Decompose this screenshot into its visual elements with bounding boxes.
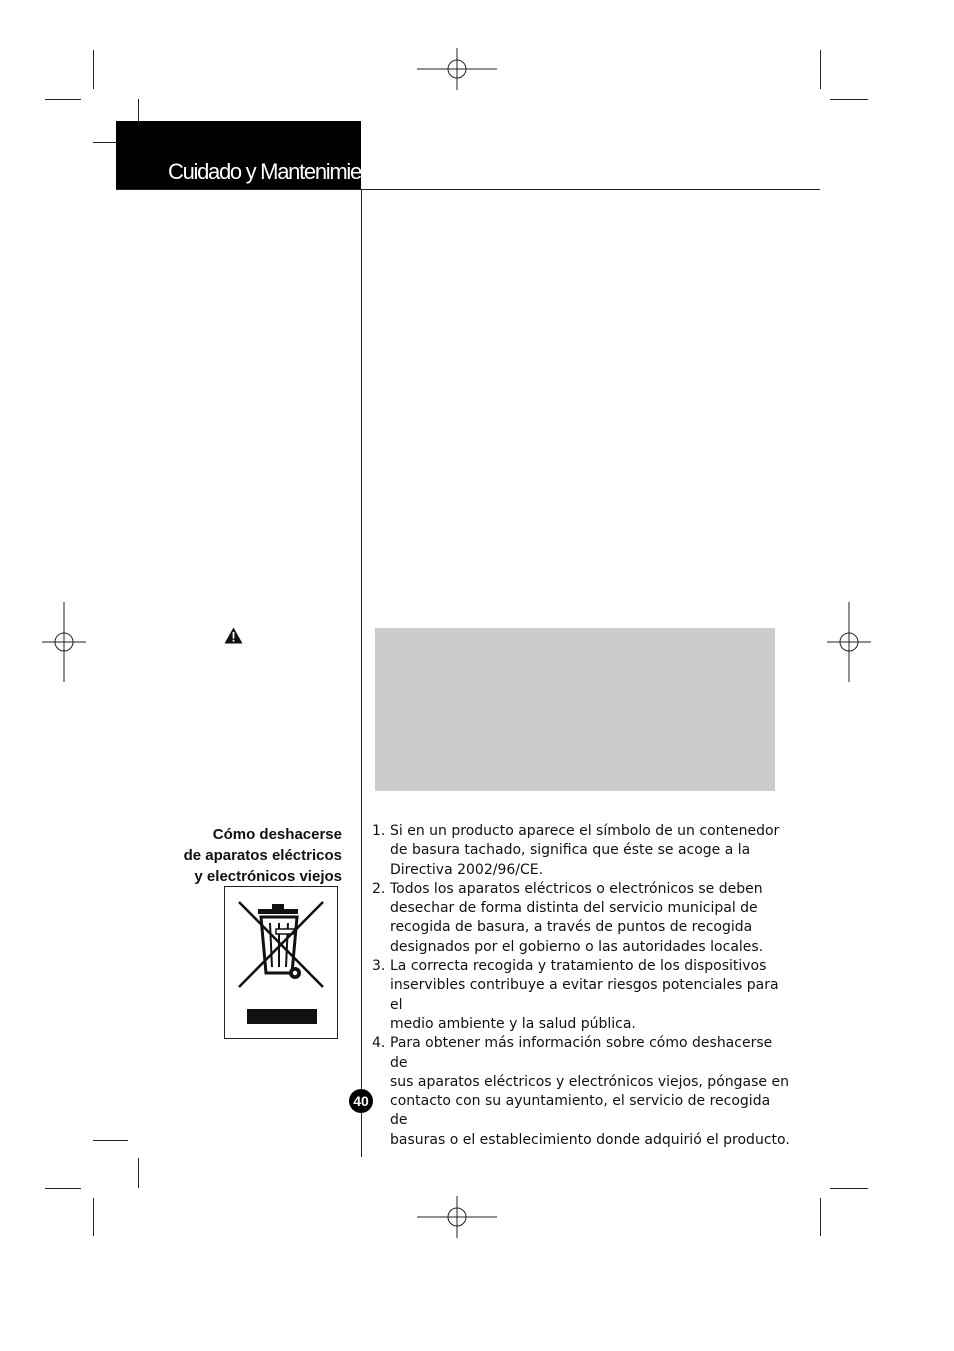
disposal-heading-line: y electrónicos viejos xyxy=(194,868,342,885)
crop-mark xyxy=(93,50,94,89)
column-divider xyxy=(361,189,362,1157)
shaded-note-box xyxy=(375,628,775,791)
list-item-line: sus aparatos eléctricos y electrónicos viejos, póngase en xyxy=(390,1073,789,1090)
list-item xyxy=(372,1034,792,1150)
crop-mark xyxy=(93,1140,128,1141)
crop-registration-mark-icon xyxy=(827,602,871,682)
crop-mark xyxy=(45,99,81,100)
warning-triangle-icon xyxy=(224,627,243,644)
page-number: 40 xyxy=(349,1089,373,1113)
crop-mark xyxy=(138,1158,139,1188)
crop-mark xyxy=(93,1198,94,1236)
list-item-number: 4. xyxy=(372,1035,386,1052)
list-item-line: Directiva 2002/96/CE. xyxy=(390,861,544,878)
crop-registration-mark-icon xyxy=(417,48,497,90)
list-item-line: La correcta recogida y tratamiento de los dispositivos xyxy=(390,958,767,975)
section-header xyxy=(116,121,388,189)
list-item-line: Si en un producto aparece el símbolo de un contenedor xyxy=(390,823,780,839)
list-item xyxy=(372,822,792,880)
header-rule xyxy=(116,189,820,190)
list-item-line: inservibles contribuye a evitar riesgos potenciales para el xyxy=(390,977,779,1013)
list-item-line: desechar de forma distinta del servicio municipal de xyxy=(390,900,758,917)
disposal-heading-line: de aparatos eléctricos xyxy=(183,847,342,864)
crop-mark xyxy=(820,50,821,89)
list-item-number: 1. xyxy=(372,823,386,839)
list-item xyxy=(372,880,792,957)
list-item-line: de basura tachado, significa que éste se acoge a la xyxy=(390,842,751,859)
crop-mark xyxy=(830,99,868,100)
list-item-line: Para obtener más información sobre cómo deshacerse de xyxy=(390,1035,773,1071)
disposal-heading xyxy=(150,824,342,887)
list-item-number: 2. xyxy=(372,880,386,897)
list-item xyxy=(372,957,792,1034)
list-item-line: contacto con su ayuntamiento, el servicio de recogida de xyxy=(390,1093,771,1129)
disposal-list xyxy=(372,822,792,1150)
list-item-line: Todos los aparatos eléctricos o electrónicos se deben xyxy=(390,880,763,897)
list-item-line: designados por el gobierno o las autoridades locales. xyxy=(390,938,764,955)
crossed-out-wheelie-bin-icon xyxy=(225,887,337,1038)
crop-mark xyxy=(820,1198,821,1236)
crop-mark xyxy=(45,1188,81,1189)
list-item-line: recogida de basura, a través de puntos de recogida xyxy=(390,919,753,936)
list-item-number: 3. xyxy=(372,958,386,975)
list-item-line: basuras o el establecimiento donde adquirió el producto. xyxy=(390,1131,790,1148)
disposal-heading-line: Cómo deshacerse xyxy=(212,826,342,843)
weee-symbol-frame xyxy=(224,886,338,1039)
page-title: Cuidado y Mantenimiento xyxy=(168,159,388,184)
crop-registration-mark-icon xyxy=(417,1196,497,1238)
crop-mark xyxy=(830,1188,868,1189)
list-item-line: medio ambiente y la salud pública. xyxy=(390,1015,636,1032)
crop-registration-mark-icon xyxy=(42,602,86,682)
